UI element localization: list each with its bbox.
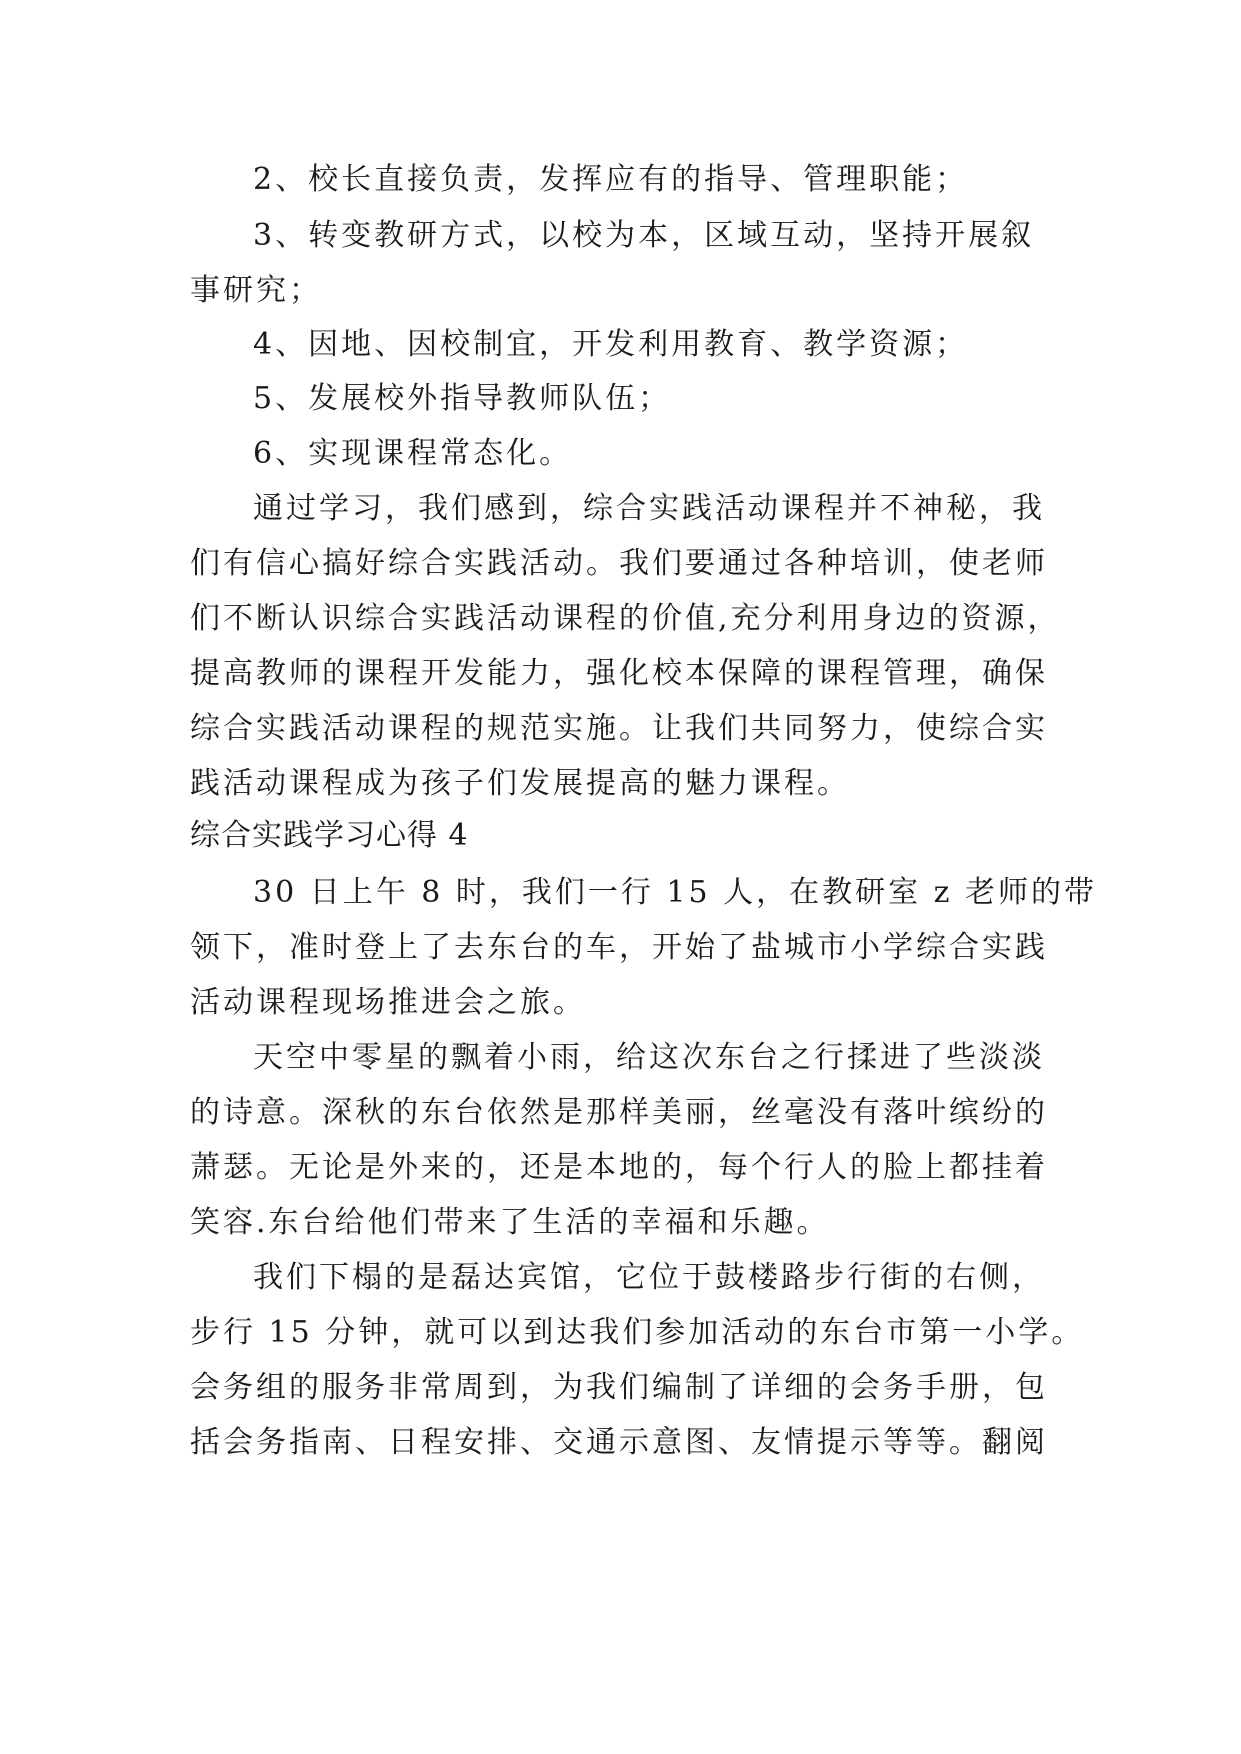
paragraph-2-line-1: 30 日上午 8 时，我们一行 15 人，在教研室 z 老师的带 [253,875,1097,910]
paragraph-4-line-4: 括会务指南、日程安排、交通示意图、友情提示等等。翻阅 [190,1425,1048,1460]
list-item-4: 4、因地、因校制宜，开发利用教育、教学资源； [253,327,969,362]
list-item-3-continued: 事研究； [190,273,322,308]
paragraph-1-line-6: 践活动课程成为孩子们发展提高的魅力课程。 [190,766,850,801]
paragraph-3-line-3: 萧瑟。无论是外来的，还是本地的，每个行人的脸上都挂着 [190,1150,1048,1185]
paragraph-4-line-1: 我们下榻的是磊达宾馆，它位于鼓楼路步行街的右侧， [253,1260,1045,1295]
paragraph-2-line-2: 领下，准时登上了去东台的车，开始了盐城市小学综合实践 [190,930,1048,965]
paragraph-1-line-2: 们有信心搞好综合实践活动。我们要通过各种培训，使老师 [190,546,1048,581]
paragraph-3-line-1: 天空中零星的飘着小雨，给这次东台之行揉进了些淡淡 [253,1040,1045,1075]
paragraph-1-line-5: 综合实践活动课程的规范实施。让我们共同努力，使综合实 [190,711,1048,746]
section-title: 综合实践学习心得 4 [190,818,469,853]
list-item-2: 2、校长直接负责，发挥应有的指导、管理职能； [253,162,969,197]
list-item-3: 3、转变教研方式，以校为本，区域互动，坚持开展叙 [253,218,1035,253]
paragraph-4-line-3: 会务组的服务非常周到，为我们编制了详细的会务手册，包 [190,1370,1048,1405]
paragraph-1-line-4: 提高教师的课程开发能力，强化校本保障的课程管理，确保 [190,656,1048,691]
paragraph-3-line-4: 笑容.东台给他们带来了生活的幸福和乐趣。 [190,1205,830,1240]
paragraph-1-line-3: 们不断认识综合实践活动课程的价值,充分利用身边的资源， [190,601,1061,636]
paragraph-4-line-2: 步行 15 分钟，就可以到达我们参加活动的东台市第一小学。 [190,1315,1085,1350]
list-item-6: 6、实现课程常态化。 [253,436,573,471]
list-item-5: 5、发展校外指导教师队伍； [253,381,672,416]
paragraph-3-line-2: 的诗意。深秋的东台依然是那样美丽，丝毫没有落叶缤纷的 [190,1095,1048,1130]
paragraph-1-line-1: 通过学习，我们感到，综合实践活动课程并不神秘，我 [253,491,1045,526]
paragraph-2-line-3: 活动课程现场推进会之旅。 [190,985,586,1020]
